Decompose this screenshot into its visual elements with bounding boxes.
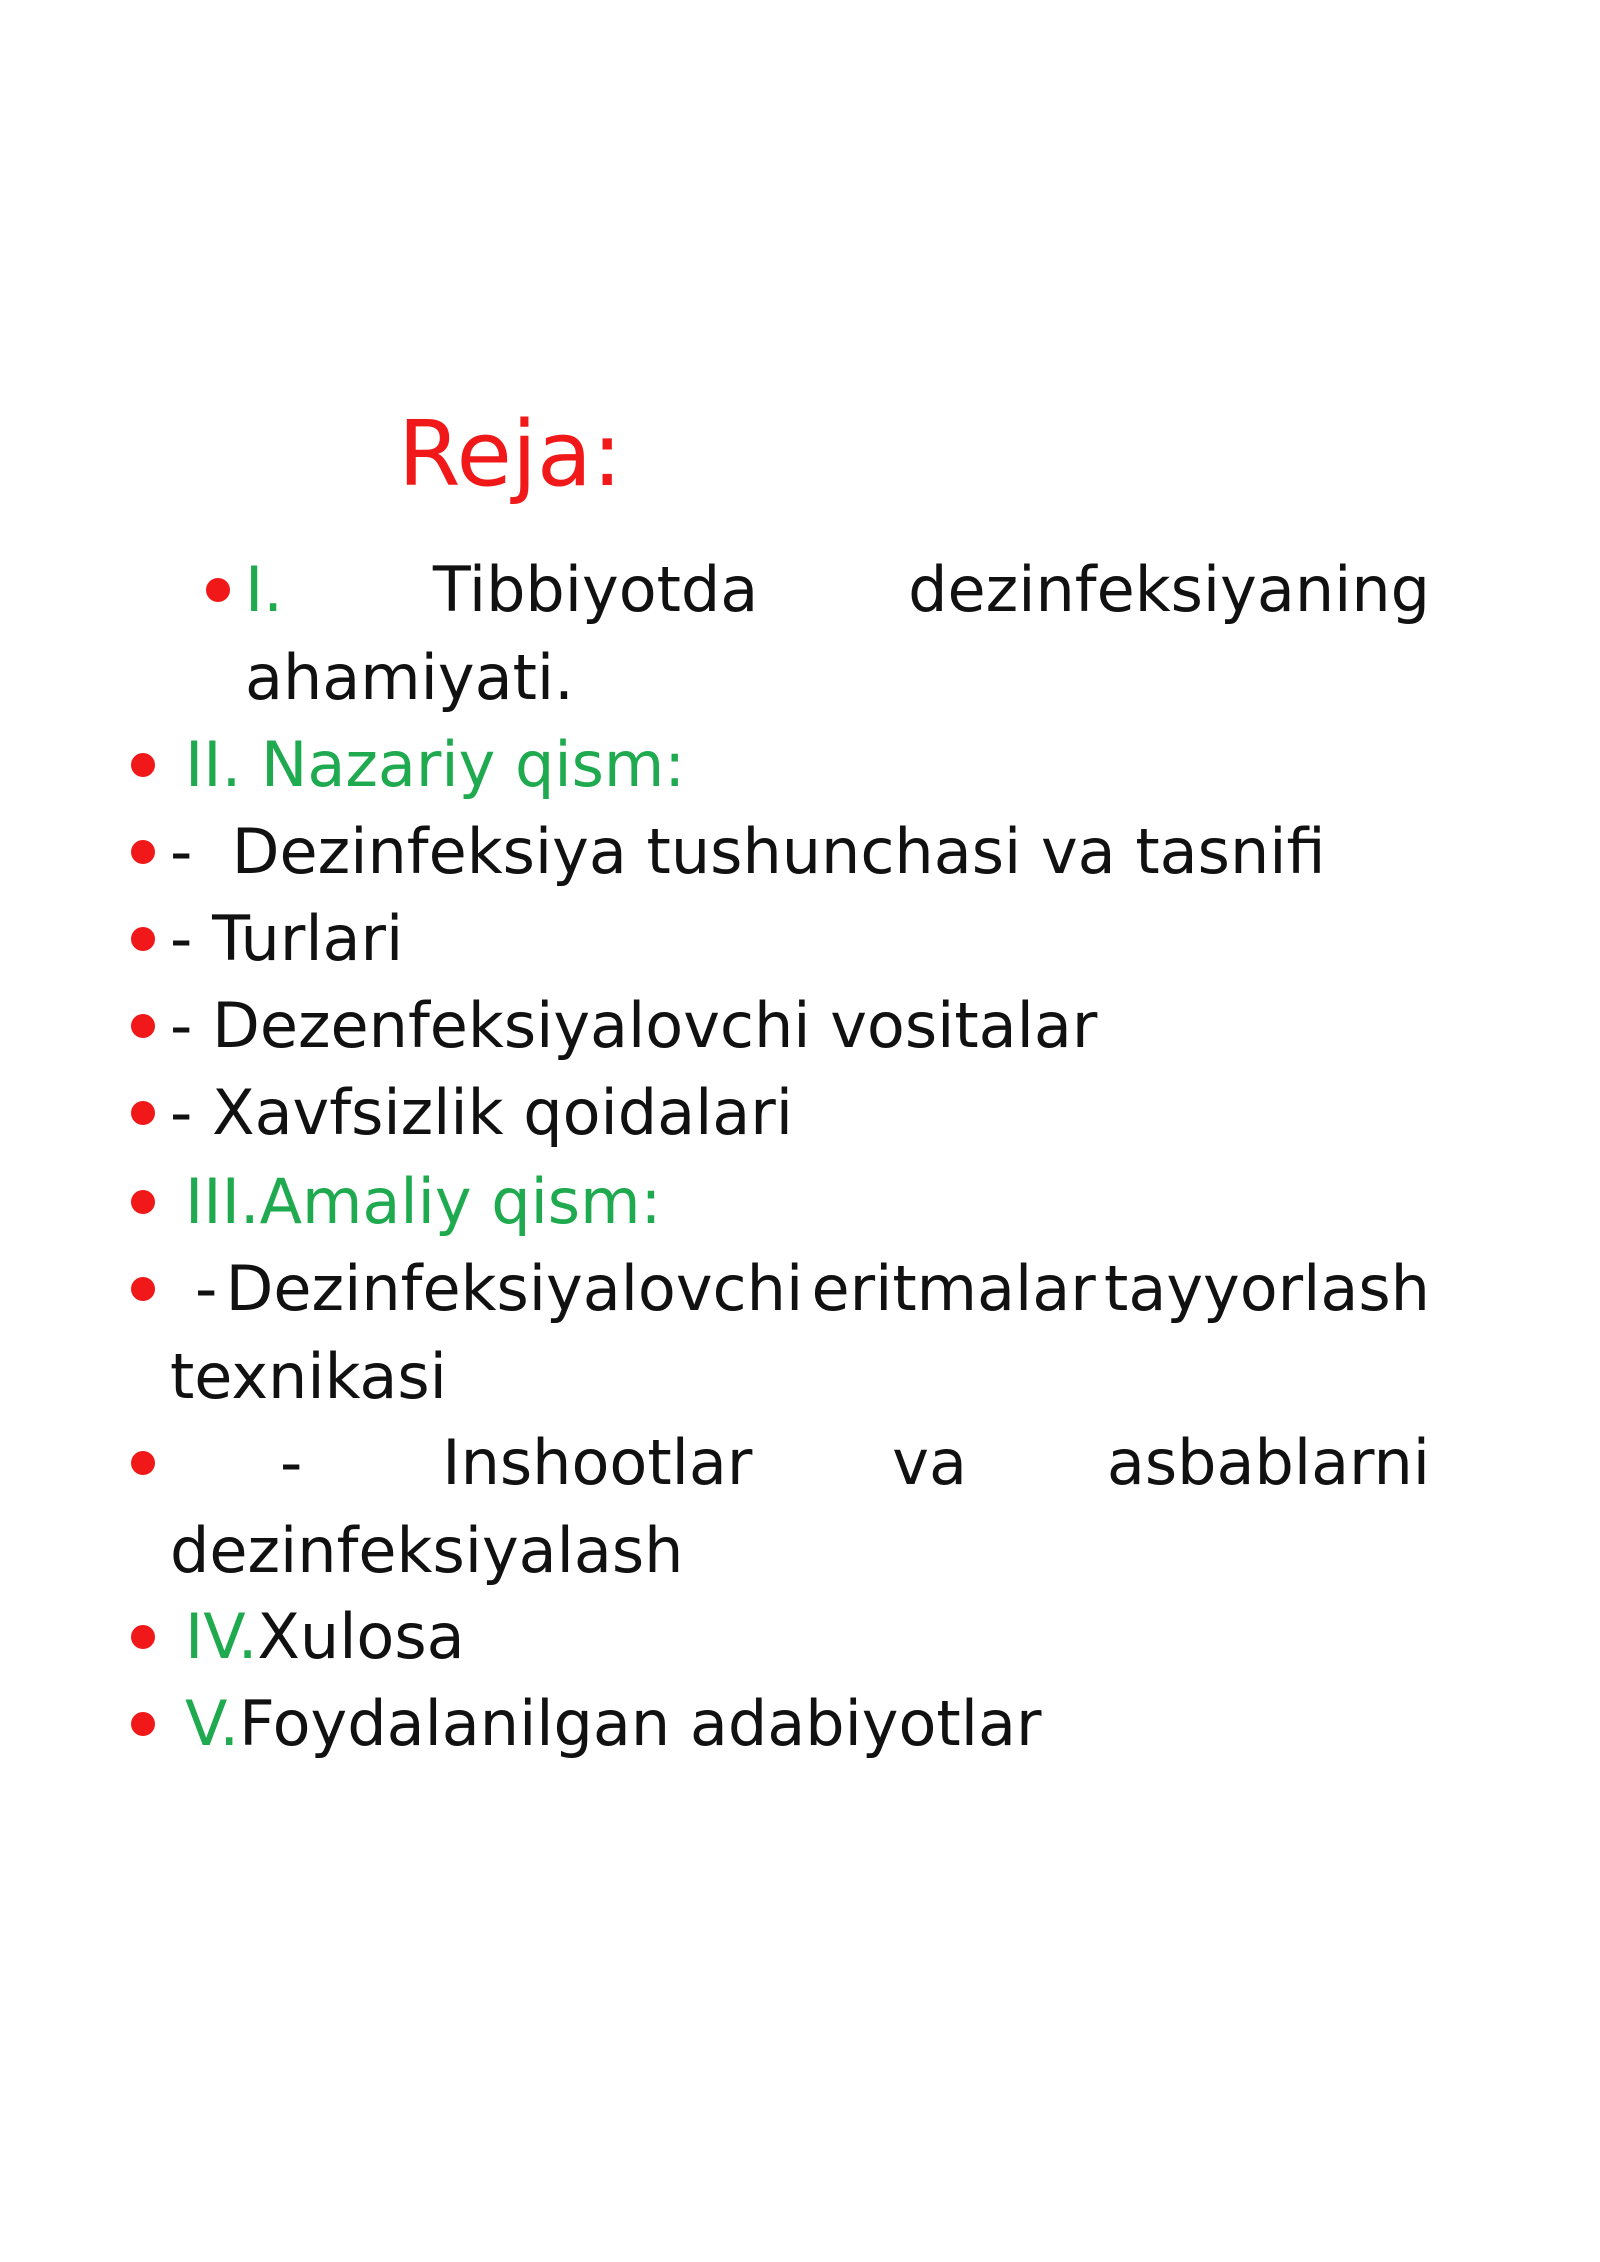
bullet-icon bbox=[131, 927, 155, 951]
list-item-10 bbox=[185, 1593, 465, 1681]
list-item-7 bbox=[185, 1158, 661, 1246]
item-9-word-2: va bbox=[892, 1426, 967, 1499]
bullet-icon bbox=[131, 1712, 155, 1736]
bullet-icon bbox=[206, 578, 230, 602]
dash-prefix: - bbox=[170, 815, 193, 888]
dash-prefix: - bbox=[195, 1252, 218, 1325]
item-8-word-1: Dezinfeksiyalovchi bbox=[225, 1252, 804, 1325]
bullet-icon bbox=[131, 1451, 155, 1475]
dash-prefix: - bbox=[170, 902, 193, 975]
item-1-word-2: dezinfeksiyaning bbox=[908, 553, 1430, 626]
item-text: Turlari bbox=[212, 902, 404, 975]
item-8-word-2: eritmalar bbox=[811, 1252, 1096, 1325]
list-item-9-line2: dezinfeksiyalash bbox=[170, 1514, 684, 1587]
item-text: Xulosa bbox=[257, 1600, 465, 1673]
list-item-8-line1 bbox=[195, 1245, 1430, 1333]
item-text: Dezinfeksiya tushunchasi va tasnifi bbox=[231, 815, 1326, 888]
item-8-word-3: tayyorlash bbox=[1104, 1252, 1430, 1325]
bullet-icon bbox=[131, 1101, 155, 1125]
numeral-i: I. bbox=[245, 553, 283, 626]
list-item-2 bbox=[185, 721, 685, 809]
list-item-8-line2: texnikasi bbox=[170, 1340, 447, 1413]
list-item-11 bbox=[185, 1680, 1041, 1768]
numeral-v: V. bbox=[185, 1687, 240, 1760]
bullet-icon bbox=[131, 1625, 155, 1649]
bullet-icon bbox=[131, 1190, 155, 1214]
dash-prefix: - bbox=[170, 1076, 193, 1149]
bullet-icon bbox=[131, 840, 155, 864]
item-text: Xavfsizlik qoidalari bbox=[212, 1076, 794, 1149]
item-text: Dezenfeksiyalovchi vositalar bbox=[212, 989, 1098, 1062]
section-heading-practice: Amaliy qism: bbox=[259, 1165, 662, 1238]
dash-prefix: - bbox=[170, 989, 193, 1062]
item-9-word-1: Inshootlar bbox=[442, 1426, 753, 1499]
list-item-6 bbox=[170, 1069, 793, 1157]
numeral-iii: III. bbox=[185, 1165, 260, 1238]
list-item-1-line1 bbox=[245, 546, 1430, 634]
item-text: Foydalanilgan adabiyotlar bbox=[239, 1687, 1042, 1760]
item-1-word-1: Tibbiyotda bbox=[432, 553, 759, 626]
list-item-5 bbox=[170, 982, 1097, 1070]
list-item-1-line2: ahamiyati. bbox=[245, 641, 574, 714]
numeral-ii: II. bbox=[185, 728, 242, 801]
list-item-4 bbox=[170, 895, 403, 983]
bullet-icon bbox=[131, 1014, 155, 1038]
section-heading-theory: Nazariy qism: bbox=[261, 728, 686, 801]
dash-prefix: - bbox=[280, 1426, 303, 1499]
item-9-word-3: asbablarni bbox=[1106, 1426, 1430, 1499]
list-item-3 bbox=[170, 808, 1326, 896]
plan-title: Reja: bbox=[398, 402, 623, 507]
numeral-iv: IV. bbox=[185, 1600, 258, 1673]
list-item-9-line1 bbox=[280, 1419, 1430, 1507]
bullet-icon bbox=[131, 753, 155, 777]
bullet-icon bbox=[131, 1277, 155, 1301]
